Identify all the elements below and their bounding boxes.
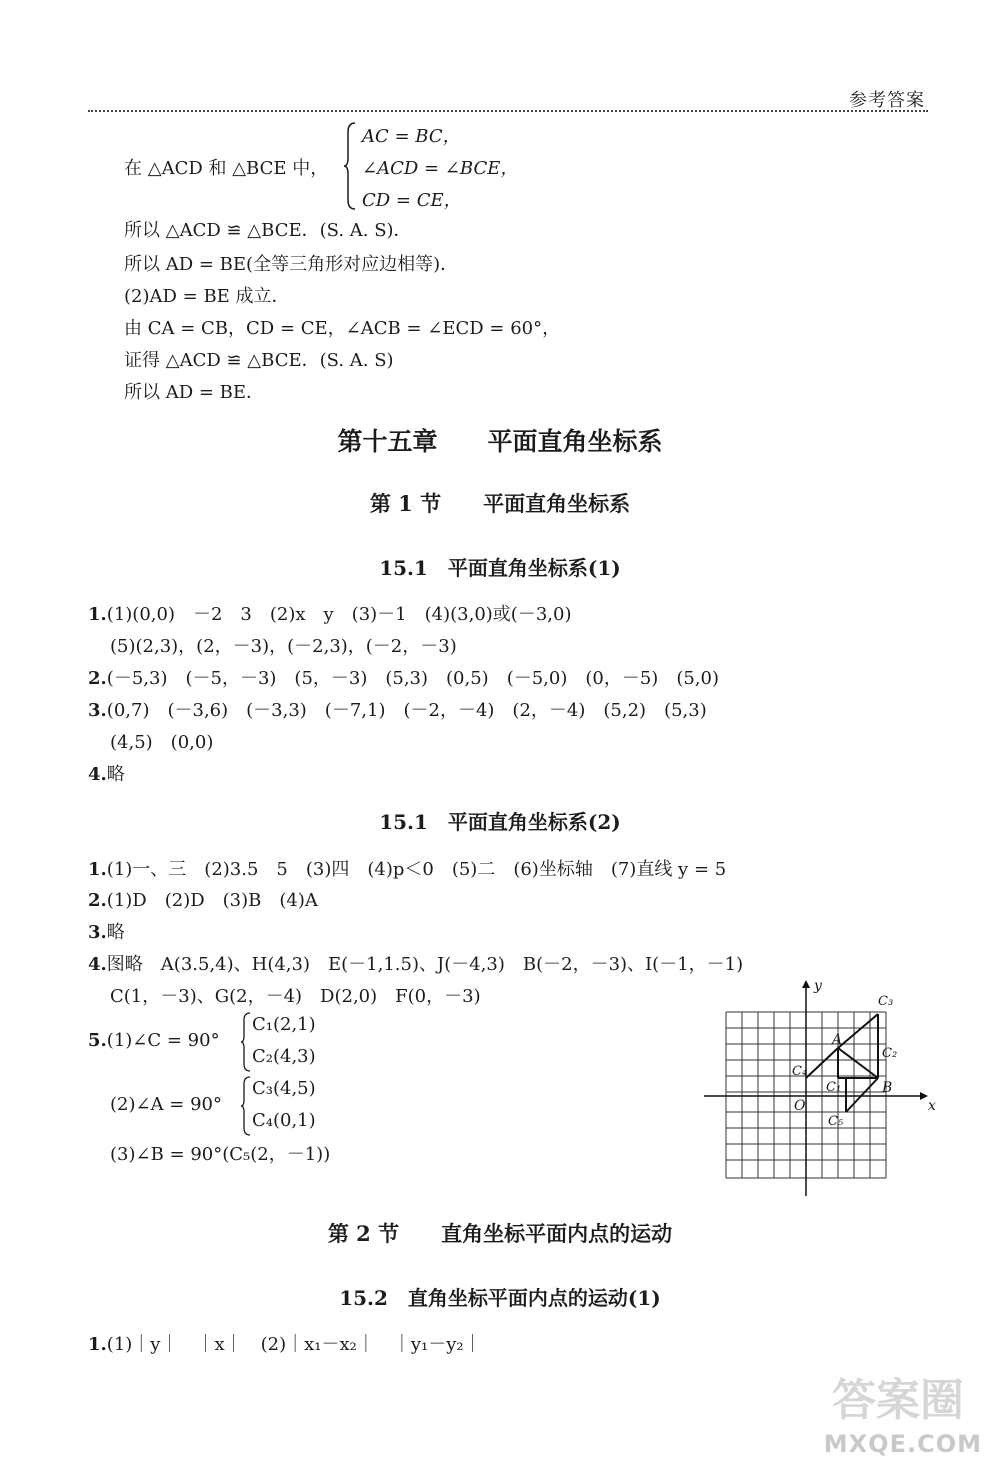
system-line-1: AC = BC， [362, 126, 461, 147]
watermark-cn: 答案圈 [832, 1375, 964, 1426]
q5-part1: 5.(1)∠C = 90° [88, 1030, 220, 1051]
header-label: 参考答案 [849, 90, 925, 111]
system-line-3: CD = CE， [362, 190, 462, 211]
answer-line: 3.略 [88, 922, 125, 943]
answer-line: 1.(1)(0,0) －2 3 (2)x y (3)－1 (4)(3,0)或(－3,0) [88, 604, 572, 625]
watermark-url: MXQE.COM [823, 1430, 982, 1458]
q5-c2: C₂(4,3) [252, 1046, 316, 1067]
q5-part3: (3)∠B = 90°(C₅(2，－1)) [110, 1144, 331, 1165]
point-label-c4: C₄ [792, 1064, 808, 1079]
proof-intro: 在 △ACD 和 △BCE 中， [124, 158, 329, 179]
x-axis-label: x [928, 1098, 936, 1114]
section-title: 第 2 节 直角坐标平面内点的运动 [327, 1221, 673, 1246]
answer-line: (5)(2,3)，(2，－3)，(－2,3)，(－2，－3) [110, 636, 457, 657]
header-divider [88, 110, 928, 112]
q5-c1: C₁(2,1) [252, 1014, 316, 1035]
answer-line: 4.略 [88, 764, 125, 785]
q5-c3: C₃(4,5) [252, 1078, 316, 1099]
proof-line: 所以 △ACD ≌ △BCE．(S. A. S)． [124, 220, 412, 241]
q5-c4: C₄(0,1) [252, 1110, 316, 1131]
q5-brace-1 [240, 1012, 252, 1072]
chapter-title: 第十五章 平面直角坐标系 [337, 427, 663, 456]
point-label-b: B [882, 1080, 893, 1096]
answer-line: 2.(1)D (2)D (3)B (4)A [88, 890, 318, 911]
proof-line: (2)AD = BE 成立． [124, 286, 290, 307]
point-label-c5: C₅ [828, 1114, 844, 1129]
point-label-c3: C₃ [878, 994, 894, 1009]
proof-line: 证得 △ACD ≌ △BCE．(S. A. S) [124, 350, 394, 371]
y-axis-label: y [814, 978, 822, 994]
subsection-title: 15.2 直角坐标平面内点的运动(1) [339, 1286, 661, 1310]
coordinate-grid-figure [700, 978, 940, 1200]
answer-line: 2.(－5,3) (－5，－3) (5，－3) (5,3) (0,5) (－5,0) (0，－5) (5,0) [88, 668, 719, 689]
left-brace [343, 122, 357, 210]
answer-line: 4.图略 A(3.5,4)、H(4,3) E(－1,1.5)、J(－4,3) B(－2，－3)、I(－1，－1) [88, 954, 744, 975]
subsection-title: 15.1 平面直角坐标系(2) [379, 810, 621, 834]
q5-brace-2 [240, 1076, 252, 1136]
point-label-c2: C₂ [882, 1046, 898, 1061]
answer-line: 3.(0,7) (－3,6) (－3,3) (－7,1) (－2，－4) (2，－4) (5,2) (5,3) [88, 700, 707, 721]
point-label-a: A [832, 1032, 843, 1048]
proof-line: 所以 AD = BE． [124, 382, 265, 403]
system-line-2: ∠ACD = ∠BCE， [362, 158, 519, 179]
proof-line: 所以 AD = BE(全等三角形对应边相等)． [124, 254, 459, 275]
q5-part2: (2)∠A = 90° [110, 1094, 223, 1115]
point-label-c1: C₁ [826, 1080, 842, 1095]
answer-line: C(1，－3)、G(2，－4) D(2,0) F(0，－3) [110, 986, 481, 1007]
answer-line: 1.(1)｜y｜ ｜x｜ (2)｜x₁－x₂｜ ｜y₁－y₂｜ [88, 1334, 482, 1355]
answer-line: 1.(1)一、三 (2)3.5 5 (3)四 (4)p＜0 (5)二 (6)坐标轴 (7)直线 y = 5 [88, 859, 727, 880]
subsection-title: 15.1 平面直角坐标系(1) [379, 556, 621, 580]
coordinate-grid [700, 978, 940, 1200]
section-title: 第 1 节 平面直角坐标系 [369, 491, 631, 516]
proof-line: 由 CA = CB，CD = CE，∠ACB = ∠ECD = 60°， [124, 318, 561, 339]
origin-label: O [794, 1098, 806, 1114]
answer-line: (4,5) (0,0) [110, 732, 214, 753]
